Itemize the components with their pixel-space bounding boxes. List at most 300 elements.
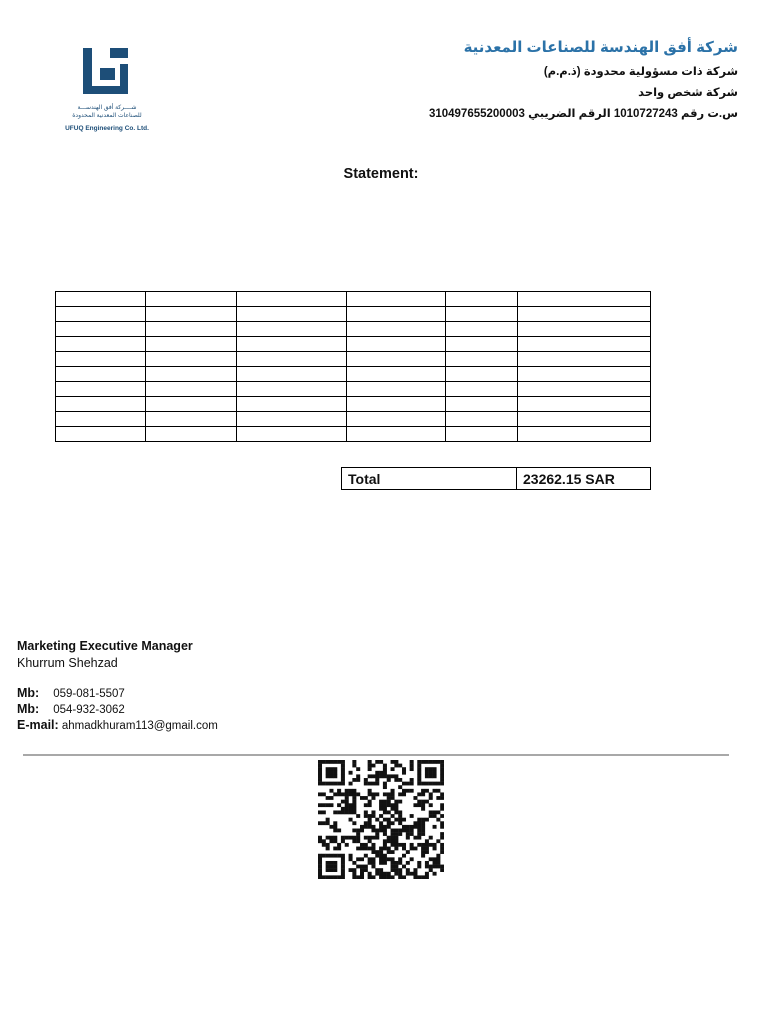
qr-module — [413, 796, 417, 800]
table-cell — [518, 397, 651, 412]
qr-module — [383, 764, 387, 768]
qr-module — [341, 792, 345, 796]
qr-module — [425, 872, 429, 876]
qr-module — [368, 872, 372, 876]
table-cell — [237, 382, 347, 397]
qr-module — [364, 836, 368, 840]
qr-module — [349, 792, 353, 796]
qr-module — [368, 836, 372, 840]
qr-module — [318, 792, 322, 796]
qr-module — [318, 810, 322, 814]
company-type: شركة ذات مسؤولية محدودة (ذ.م.م) — [543, 66, 738, 78]
qr-module — [329, 774, 333, 778]
qr-module — [391, 839, 395, 843]
qr-module — [322, 760, 326, 764]
qr-module — [368, 764, 372, 768]
qr-module — [410, 829, 414, 833]
qr-module — [379, 814, 383, 818]
qr-module — [375, 836, 379, 840]
qr-code-icon — [318, 760, 444, 879]
qr-module — [421, 760, 425, 764]
qr-module — [425, 771, 429, 775]
table-cell — [56, 292, 146, 307]
qr-module — [333, 760, 337, 764]
qr-module — [421, 821, 425, 825]
table-cell — [146, 427, 237, 442]
qr-module — [383, 872, 387, 876]
qr-module — [352, 839, 356, 843]
qr-module — [337, 789, 341, 793]
qr-module — [364, 843, 368, 847]
qr-module — [333, 839, 337, 843]
email-address[interactable]: ahmadkhuram113@gmail.com — [61, 720, 218, 732]
qr-module — [410, 789, 414, 793]
qr-module — [368, 847, 372, 851]
qr-module — [356, 847, 360, 851]
qr-module — [349, 857, 353, 861]
qr-module — [322, 821, 326, 825]
qr-module — [368, 789, 372, 793]
qr-module — [345, 789, 349, 793]
qr-module — [329, 771, 333, 775]
table-cell — [56, 337, 146, 352]
qr-module — [326, 868, 330, 872]
qr-module — [371, 810, 375, 814]
qr-module — [326, 843, 330, 847]
qr-module — [436, 796, 440, 800]
qr-module — [352, 800, 356, 804]
qr-module — [429, 814, 433, 818]
qr-module — [337, 792, 341, 796]
qr-module — [394, 829, 398, 833]
qr-module — [394, 774, 398, 778]
table-cell — [446, 352, 518, 367]
qr-module — [368, 782, 372, 786]
qr-module — [425, 774, 429, 778]
qr-module — [375, 854, 379, 858]
qr-module — [341, 836, 345, 840]
qr-module — [318, 778, 322, 782]
qr-module — [345, 810, 349, 814]
table-cell — [146, 382, 237, 397]
qr-module — [406, 836, 410, 840]
qr-module — [329, 861, 333, 865]
qr-module — [440, 796, 444, 800]
table-cell — [446, 322, 518, 337]
qr-module — [326, 771, 330, 775]
qr-module — [387, 821, 391, 825]
qr-module — [425, 875, 429, 879]
qr-module — [410, 814, 414, 818]
qr-module — [425, 850, 429, 854]
qr-module — [368, 774, 372, 778]
qr-module — [349, 782, 353, 786]
qr-module — [410, 764, 414, 768]
qr-module — [421, 800, 425, 804]
qr-module — [341, 760, 345, 764]
qr-module — [391, 875, 395, 879]
qr-module — [406, 789, 410, 793]
qr-module — [398, 872, 402, 876]
qr-module — [436, 789, 440, 793]
qr-module — [333, 847, 337, 851]
qr-module — [352, 764, 356, 768]
qr-module — [352, 803, 356, 807]
qr-module — [379, 850, 383, 854]
qr-module — [349, 818, 353, 822]
qr-module — [398, 843, 402, 847]
qr-module — [387, 818, 391, 822]
qr-module — [406, 832, 410, 836]
qr-module — [436, 760, 440, 764]
qr-module — [333, 865, 337, 869]
qr-module — [406, 825, 410, 829]
qr-module — [337, 847, 341, 851]
qr-module — [318, 774, 322, 778]
table-cell — [518, 292, 651, 307]
qr-module — [402, 875, 406, 879]
qr-module — [421, 782, 425, 786]
table-cell — [56, 307, 146, 322]
qr-module — [410, 825, 414, 829]
qr-module — [387, 774, 391, 778]
qr-module — [329, 875, 333, 879]
qr-module — [341, 857, 345, 861]
qr-module — [421, 829, 425, 833]
qr-module — [440, 782, 444, 786]
company-logo — [60, 46, 154, 136]
qr-module — [425, 861, 429, 865]
qr-module — [364, 782, 368, 786]
qr-module — [425, 847, 429, 851]
qr-module — [413, 803, 417, 807]
qr-module — [429, 843, 433, 847]
qr-module — [429, 803, 433, 807]
qr-module — [425, 782, 429, 786]
table-row — [56, 382, 651, 397]
qr-module — [352, 760, 356, 764]
qr-module — [440, 778, 444, 782]
qr-module — [326, 861, 330, 865]
qr-module — [433, 760, 437, 764]
qr-module — [421, 792, 425, 796]
qr-module — [371, 850, 375, 854]
qr-module — [394, 778, 398, 782]
qr-module — [436, 857, 440, 861]
qr-module — [417, 792, 421, 796]
table-cell — [347, 427, 446, 442]
table-cell — [146, 292, 237, 307]
qr-module — [436, 854, 440, 858]
qr-module — [368, 760, 372, 764]
logo-mark-icon — [80, 46, 134, 100]
qr-module — [375, 868, 379, 872]
qr-module — [356, 774, 360, 778]
qr-module — [433, 789, 437, 793]
qr-module — [394, 836, 398, 840]
qr-module — [333, 782, 337, 786]
table-cell — [347, 397, 446, 412]
qr-module — [349, 868, 353, 872]
qr-module — [333, 792, 337, 796]
qr-module — [349, 810, 353, 814]
qr-module — [421, 825, 425, 829]
qr-module — [391, 767, 395, 771]
mobile-label-1: Mb: — [17, 686, 40, 700]
qr-module — [345, 796, 349, 800]
qr-module — [440, 764, 444, 768]
qr-module — [352, 872, 356, 876]
qr-module — [371, 865, 375, 869]
qr-module — [379, 771, 383, 775]
qr-module — [433, 861, 437, 865]
qr-module — [421, 803, 425, 807]
qr-module — [318, 764, 322, 768]
qr-module — [360, 857, 364, 861]
qr-module — [368, 803, 372, 807]
qr-module — [356, 839, 360, 843]
qr-module — [322, 854, 326, 858]
qr-module — [406, 872, 410, 876]
qr-module — [406, 868, 410, 872]
company-header — [378, 38, 738, 127]
qr-module — [417, 865, 421, 869]
qr-module — [318, 875, 322, 879]
table-cell — [347, 382, 446, 397]
qr-module — [387, 850, 391, 854]
logo-arabic-line-2: للصناعات المعدنية المحدودة — [72, 113, 142, 119]
qr-module — [383, 767, 387, 771]
qr-module — [394, 843, 398, 847]
qr-module — [379, 821, 383, 825]
qr-module — [333, 771, 337, 775]
mobile-number-1[interactable]: 059-081-5507 — [53, 688, 125, 700]
qr-module — [425, 789, 429, 793]
qr-module — [375, 818, 379, 822]
qr-module — [421, 789, 425, 793]
qr-module — [333, 829, 337, 833]
qr-module — [368, 825, 372, 829]
qr-module — [364, 854, 368, 858]
qr-module — [333, 810, 337, 814]
qr-module — [387, 800, 391, 804]
qr-module — [391, 807, 395, 811]
qr-module — [417, 875, 421, 879]
qr-module — [383, 825, 387, 829]
qr-module — [410, 782, 414, 786]
qr-module — [379, 825, 383, 829]
qr-module — [360, 829, 364, 833]
logo-arabic-line-1: شــــركة أفق الهندســـة — [77, 105, 137, 111]
qr-module — [322, 843, 326, 847]
qr-module — [352, 829, 356, 833]
qr-module — [387, 847, 391, 851]
qr-module — [394, 807, 398, 811]
qr-module — [360, 847, 364, 851]
qr-module — [379, 861, 383, 865]
qr-module — [391, 789, 395, 793]
qr-module — [379, 868, 383, 872]
mobile-label-2: Mb: — [17, 702, 40, 716]
table-cell — [237, 427, 347, 442]
qr-module — [349, 836, 353, 840]
qr-module — [394, 847, 398, 851]
qr-module — [368, 875, 372, 879]
qr-module — [333, 861, 337, 865]
table-cell — [518, 352, 651, 367]
qr-module — [322, 839, 326, 843]
qr-module — [402, 782, 406, 786]
qr-module — [429, 782, 433, 786]
qr-module — [398, 821, 402, 825]
qr-module — [318, 868, 322, 872]
qr-module — [429, 792, 433, 796]
qr-module — [410, 767, 414, 771]
qr-module — [417, 782, 421, 786]
qr-module — [383, 875, 387, 879]
qr-module — [398, 829, 402, 833]
qr-module — [341, 861, 345, 865]
qr-module — [352, 836, 356, 840]
statement-table — [55, 291, 651, 442]
qr-module — [352, 861, 356, 865]
company-owner-type: شركة شخص واحد — [638, 87, 738, 99]
qr-module — [417, 832, 421, 836]
table-cell — [518, 322, 651, 337]
qr-module — [383, 771, 387, 775]
qr-module — [402, 847, 406, 851]
qr-module — [341, 865, 345, 869]
qr-module — [394, 818, 398, 822]
qr-module — [440, 767, 444, 771]
qr-module — [326, 875, 330, 879]
qr-module — [349, 803, 353, 807]
contact-mobile-2 — [17, 702, 218, 716]
qr-module — [322, 803, 326, 807]
qr-module — [383, 854, 387, 858]
qr-module — [379, 829, 383, 833]
mobile-number-2[interactable]: 054-932-3062 — [53, 704, 125, 716]
qr-module — [352, 796, 356, 800]
qr-module — [379, 857, 383, 861]
qr-module — [421, 843, 425, 847]
table-cell — [146, 412, 237, 427]
qr-module — [398, 810, 402, 814]
qr-module — [436, 861, 440, 865]
qr-module — [394, 800, 398, 804]
qr-module — [402, 843, 406, 847]
qr-module — [371, 857, 375, 861]
qr-module — [413, 875, 417, 879]
qr-module — [387, 857, 391, 861]
qr-module — [402, 825, 406, 829]
qr-module — [371, 774, 375, 778]
qr-module — [368, 767, 372, 771]
qr-module — [433, 767, 437, 771]
qr-module — [383, 785, 387, 789]
qr-module — [364, 825, 368, 829]
qr-module — [425, 800, 429, 804]
qr-module — [341, 782, 345, 786]
table-cell — [518, 427, 651, 442]
table-row — [56, 322, 651, 337]
qr-module — [391, 803, 395, 807]
table-row — [56, 367, 651, 382]
qr-module — [391, 861, 395, 865]
qr-module — [387, 796, 391, 800]
qr-module — [352, 778, 356, 782]
qr-module — [440, 821, 444, 825]
qr-module — [318, 803, 322, 807]
qr-module — [391, 829, 395, 833]
qr-module — [394, 764, 398, 768]
qr-module — [360, 825, 364, 829]
qr-module — [352, 868, 356, 872]
qr-module — [433, 865, 437, 869]
qr-module — [329, 825, 333, 829]
qr-module — [318, 771, 322, 775]
qr-module — [364, 803, 368, 807]
qr-module — [356, 778, 360, 782]
table-row — [56, 412, 651, 427]
qr-module — [375, 792, 379, 796]
qr-module — [402, 792, 406, 796]
qr-module — [413, 825, 417, 829]
qr-module — [318, 836, 322, 840]
qr-module — [333, 767, 337, 771]
qr-module — [433, 857, 437, 861]
table-cell — [347, 367, 446, 382]
footer-divider — [23, 754, 729, 756]
qr-module — [417, 774, 421, 778]
qr-module — [364, 796, 368, 800]
qr-module — [326, 774, 330, 778]
qr-module — [440, 803, 444, 807]
qr-module — [371, 792, 375, 796]
qr-module — [436, 782, 440, 786]
qr-module — [326, 796, 330, 800]
qr-module — [421, 847, 425, 851]
qr-module — [371, 782, 375, 786]
qr-module — [417, 771, 421, 775]
qr-module — [356, 832, 360, 836]
qr-module — [398, 814, 402, 818]
qr-module — [402, 789, 406, 793]
qr-module — [341, 764, 345, 768]
qr-module — [398, 861, 402, 865]
qr-module — [391, 850, 395, 854]
table-cell — [237, 412, 347, 427]
qr-module — [421, 832, 425, 836]
table-cell — [446, 427, 518, 442]
qr-module — [371, 764, 375, 768]
company-name: شركة أفق الهندسة للصناعات المعدنية — [463, 39, 738, 56]
qr-module — [337, 829, 341, 833]
qr-module — [425, 767, 429, 771]
qr-module — [436, 810, 440, 814]
qr-module — [371, 829, 375, 833]
qr-module — [368, 861, 372, 865]
qr-module — [398, 800, 402, 804]
qr-module — [364, 821, 368, 825]
qr-module — [326, 760, 330, 764]
qr-module — [349, 807, 353, 811]
qr-module — [410, 857, 414, 861]
qr-module — [375, 850, 379, 854]
qr-module — [379, 807, 383, 811]
table-cell — [518, 337, 651, 352]
table-cell — [146, 397, 237, 412]
